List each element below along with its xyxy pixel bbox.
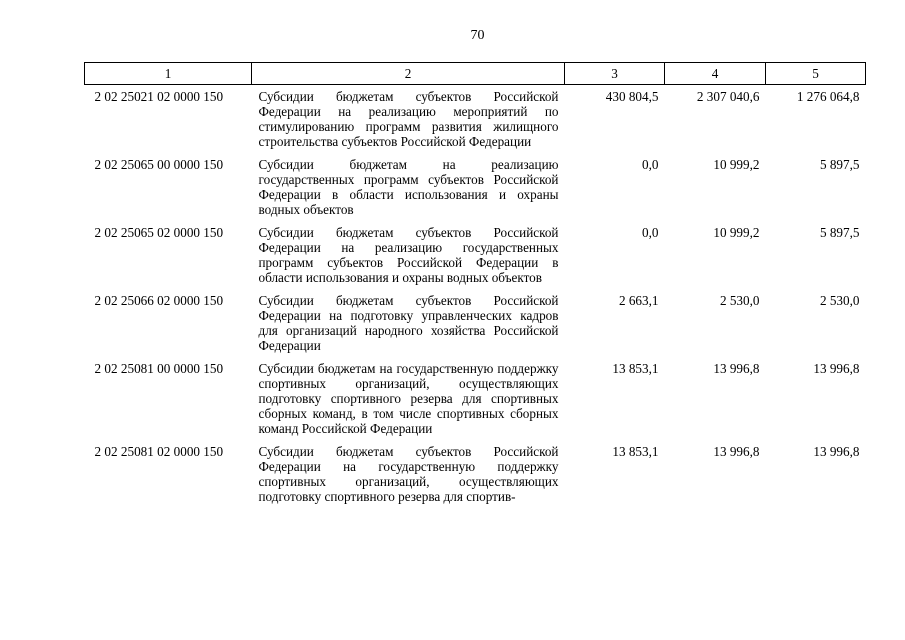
- value-col-5: 5 897,5: [819, 225, 860, 240]
- value-col-5: 5 897,5: [819, 157, 860, 172]
- budget-code: 2 02 25066 02 0000 150: [94, 293, 224, 308]
- budget-code: 2 02 25081 00 0000 150: [94, 361, 224, 376]
- value-col-4: 10 999,2: [713, 225, 760, 240]
- row-description: Субсидии бюджетам субъектов Российской Федерации на государственную поддержку спортивных организаций, осуществляющих подготовку спортивного резерва для спортив-: [258, 444, 559, 504]
- row-description: Субсидии бюджетам на государственную поддержку спортивных организаций, осуществляющих подготовку спортивного резерва для спортивных сборных команд, в том числе спортивных сборных команд Российской Федерации: [258, 361, 559, 436]
- row-description: Субсидии бюджетам на реализацию государственных программ субъектов Российской Федерации в области использования и охраны водных объектов: [258, 157, 559, 217]
- header-col-2: 2: [252, 63, 565, 85]
- row-description: Субсидии бюджетам субъектов Российской Федерации на реализацию государственных программ субъектов Российской Федерации в области использования и охраны водных объектов: [258, 225, 559, 285]
- budget-code: 2 02 25065 02 0000 150: [94, 225, 224, 240]
- value-col-3: 13 853,1: [612, 361, 659, 376]
- table-row: [85, 357, 866, 440]
- table-row: [85, 440, 866, 508]
- budget-code: 2 02 25081 02 0000 150: [94, 444, 224, 459]
- table-row: [85, 85, 866, 154]
- value-col-5: 1 276 064,8: [796, 89, 860, 104]
- table-row: [85, 153, 866, 221]
- value-col-3: 0,0: [642, 225, 659, 240]
- budget-code: 2 02 25065 00 0000 150: [94, 157, 224, 172]
- value-col-4: 13 996,8: [713, 444, 760, 459]
- value-col-4: 13 996,8: [713, 361, 760, 376]
- value-col-4: 2 307 040,6: [696, 89, 760, 104]
- table-header-row: [85, 63, 866, 85]
- value-col-5: 13 996,8: [813, 444, 860, 459]
- header-col-5: 5: [766, 63, 866, 85]
- value-col-4: 10 999,2: [713, 157, 760, 172]
- value-col-4: 2 530,0: [719, 293, 760, 308]
- page-number: 70: [470, 28, 485, 43]
- header-col-3: 3: [565, 63, 665, 85]
- value-col-5: 13 996,8: [813, 361, 860, 376]
- value-col-3: 13 853,1: [612, 444, 659, 459]
- table-row: [85, 289, 866, 357]
- row-description: Субсидии бюджетам субъектов Российской Федерации на подготовку управленческих кадров для организаций народного хозяйства Российской Федерации: [258, 293, 559, 353]
- budget-code: 2 02 25021 02 0000 150: [94, 89, 224, 104]
- header-col-4: 4: [665, 63, 766, 85]
- row-description: Субсидии бюджетам субъектов Российской Федерации на реализацию мероприятий по стимулированию программ развития жилищного строительства субъектов Российской Федерации: [258, 89, 559, 149]
- value-col-5: 2 530,0: [819, 293, 860, 308]
- value-col-3: 0,0: [642, 157, 659, 172]
- budget-table: [84, 62, 866, 508]
- value-col-3: 430 804,5: [605, 89, 659, 104]
- header-col-1: 1: [85, 63, 252, 85]
- table-row: [85, 221, 866, 289]
- value-col-3: 2 663,1: [618, 293, 659, 308]
